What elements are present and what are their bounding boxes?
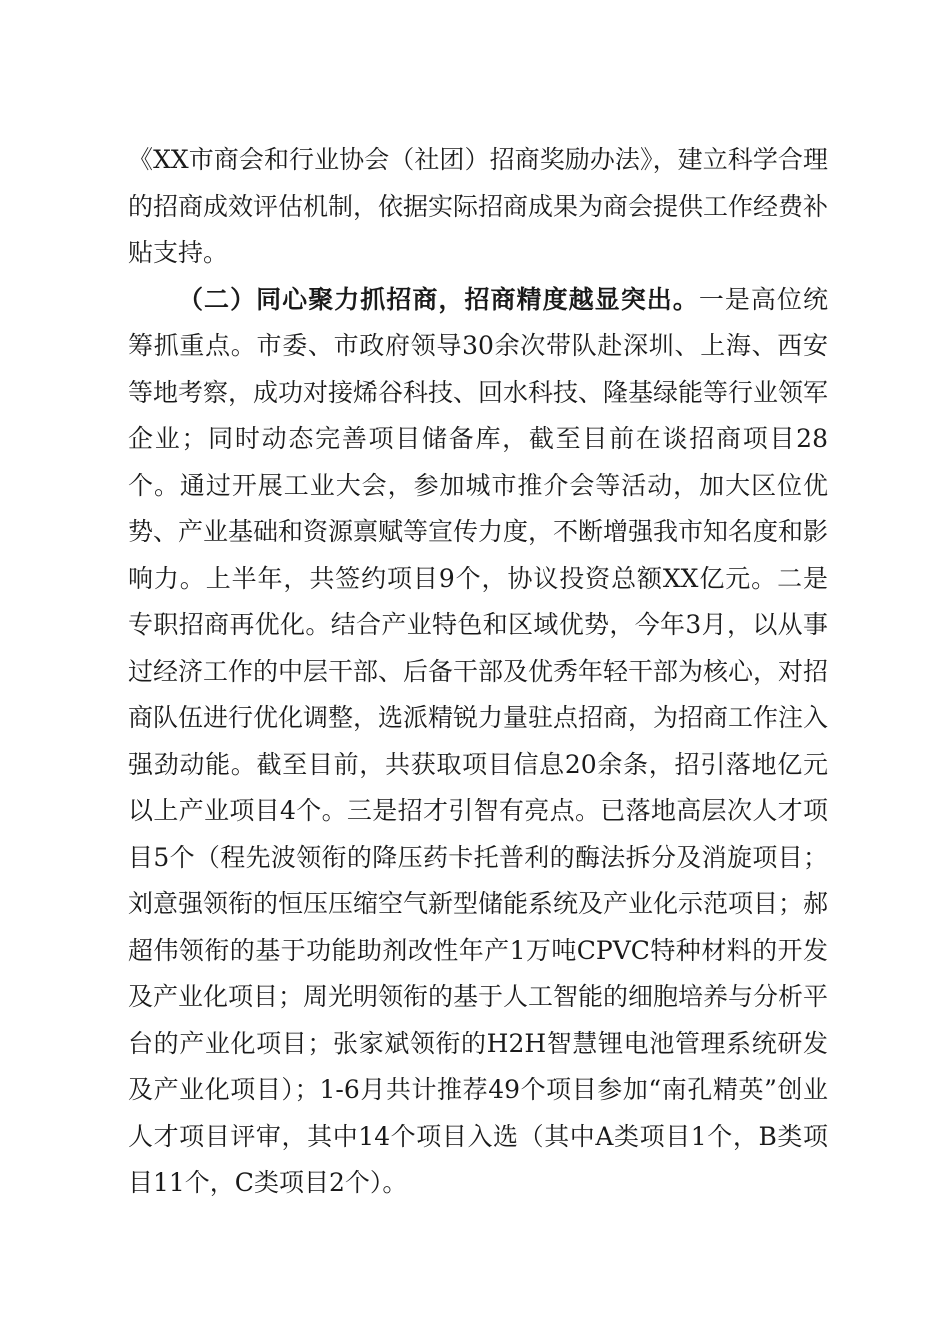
paragraph-continuation: 《XX市商会和行业协会（社团）招商奖励办法》，建立科学合理的招商成效评估机制，依据实际招商成果为商会提供工作经费补贴支持。 <box>128 145 829 267</box>
document-body <box>128 137 828 1207</box>
section-heading: （二）同心聚力抓招商，招商精度越显突出。 <box>178 284 699 314</box>
paragraph-section-two <box>128 277 828 1207</box>
section-body: 一是高位统筹抓重点。市委、市政府领导30余次带队赴深圳、上海、西安等地考察，成功对接烯谷科技、回水科技、隆基绿能等行业领军企业；同时动态完善项目储备库，截至目前在谈招商项目28个。通过开展工业大会，参加城市推介会等活动，加大区位优势、产业基础和资源禀赋等宣传力度，不断增强我市知名度和影响力。上半年，共签约项目9个，协议投资总额XX亿元。二是专职招商再优化。结合产业特色和区域优势，今年3月，以从事过经济工作的中层干部、后备干部及优秀年轻干部为核心，对招商队伍进行优化调整，选派精锐力量驻点招商，为招商工作注入强劲动能。截至目前，共获取项目信息20余条，招引落地亿元以上产业项目4个。三是招才引智有亮点。已落地高层次人才项目5个（程先波领衔的降压药卡托普利的酶法拆分及消旋项目；刘意强领衔的恒压压缩空气新型储能系统及产业化示范项目；郝超伟领衔的基于功能助剂改性年产1万吨CPVC特种材料的开发及产业化项目；周光明领衔的基于人工智能的细胞培养与分析平台的产业化项目；张家斌领衔的H2H智慧锂电池管理系统研发及产业化项目）；1-6月共计推荐49个项目参加“南孔精英”创业人才项目评审，其中14个项目入选（其中A类项目1个，B类项目11个，C类项目2个）。 <box>128 284 829 1197</box>
